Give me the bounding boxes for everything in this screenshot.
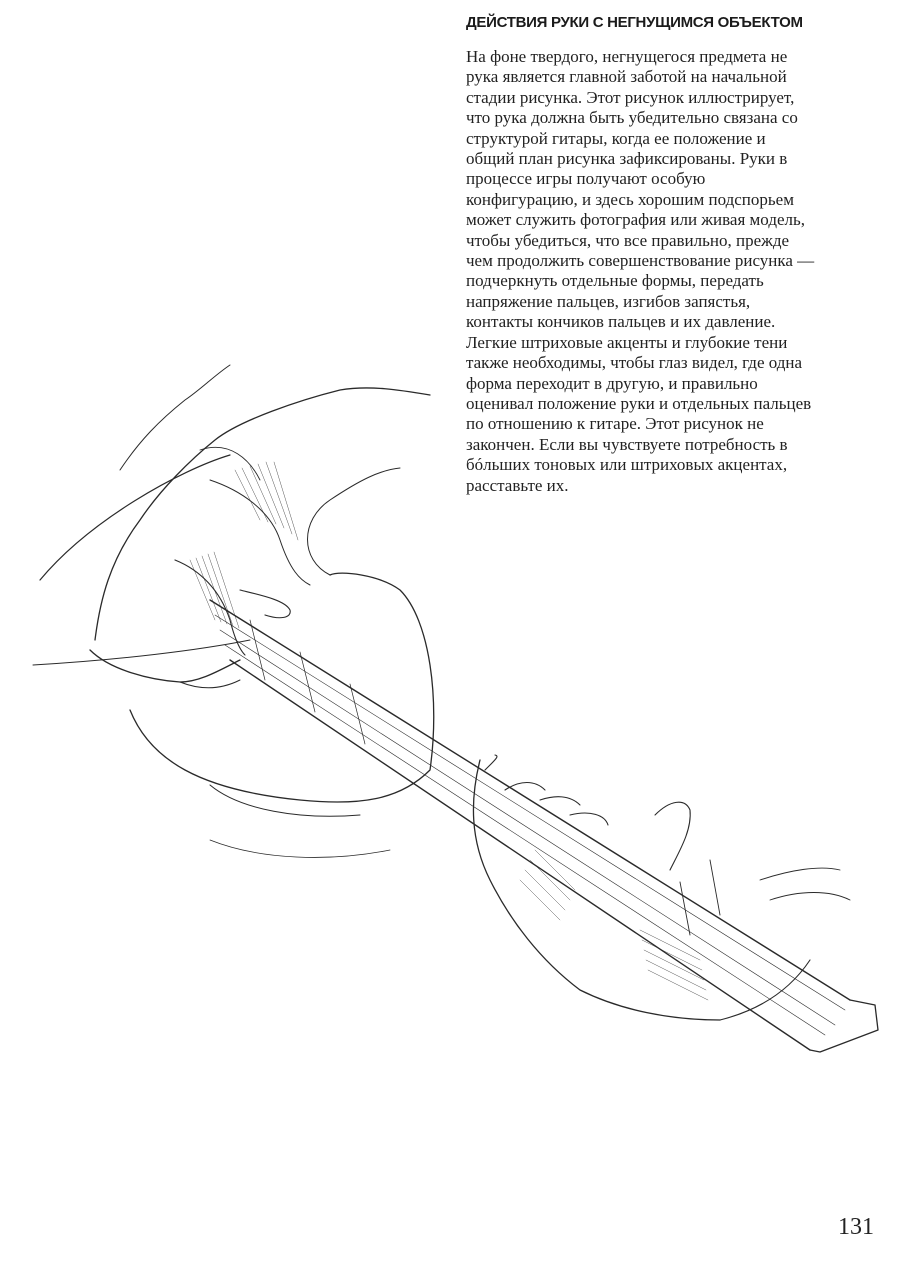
body-line: подчеркнуть отдельные формы, передать <box>466 271 764 291</box>
article-text <box>466 14 876 496</box>
body-line: оценивал положение руки и отдельных пальцев <box>466 393 812 413</box>
body-line: бóльших тоновых или штриховых акцентах, <box>466 455 788 475</box>
body-line: закончен. Если вы чувствуете потребность в <box>466 434 788 454</box>
article-body <box>466 47 876 496</box>
body-line: процессе игры получают особую <box>466 169 706 189</box>
body-line: расставьте их. <box>466 475 569 495</box>
page-number: 131 <box>838 1214 874 1240</box>
body-line: чем продолжить совершенствование рисунка — <box>466 251 815 271</box>
body-line: чтобы убедиться, что все правильно, прежде <box>466 230 790 250</box>
body-line: Легкие штриховые акценты и глубокие тени <box>466 332 788 352</box>
body-line: стадии рисунка. Этот рисунок иллюстрирует, <box>466 87 795 107</box>
body-line: На фоне твердого, негнущегося предмета не <box>466 47 788 66</box>
body-line: конфигурацию, и здесь хорошим подспорьем <box>466 189 794 209</box>
body-line: структурой гитары, когда ее положение и <box>466 128 766 148</box>
body-line: может служить фотография или живая модель, <box>466 210 805 230</box>
body-line: рука является главной заботой на начальной <box>466 67 787 87</box>
body-line: по отношению к гитаре. Этот рисунок не <box>466 414 764 434</box>
body-line: также необходимы, чтобы глаз видел, где одна <box>466 353 803 373</box>
body-line: общий план рисунка зафиксированы. Руки в <box>466 149 788 169</box>
article-heading: ДЕЙСТВИЯ РУКИ С НЕГНУЩИМСЯ ОБЪЕКТОМ <box>466 14 803 31</box>
body-line: контакты кончиков пальцев и их давление. <box>466 312 776 332</box>
body-line: что рука должна быть убедительно связана со <box>466 108 798 128</box>
body-line: напряжение пальцев, изгибов запястья, <box>466 291 751 311</box>
body-line: форма переходит в другую, и правильно <box>466 373 758 393</box>
